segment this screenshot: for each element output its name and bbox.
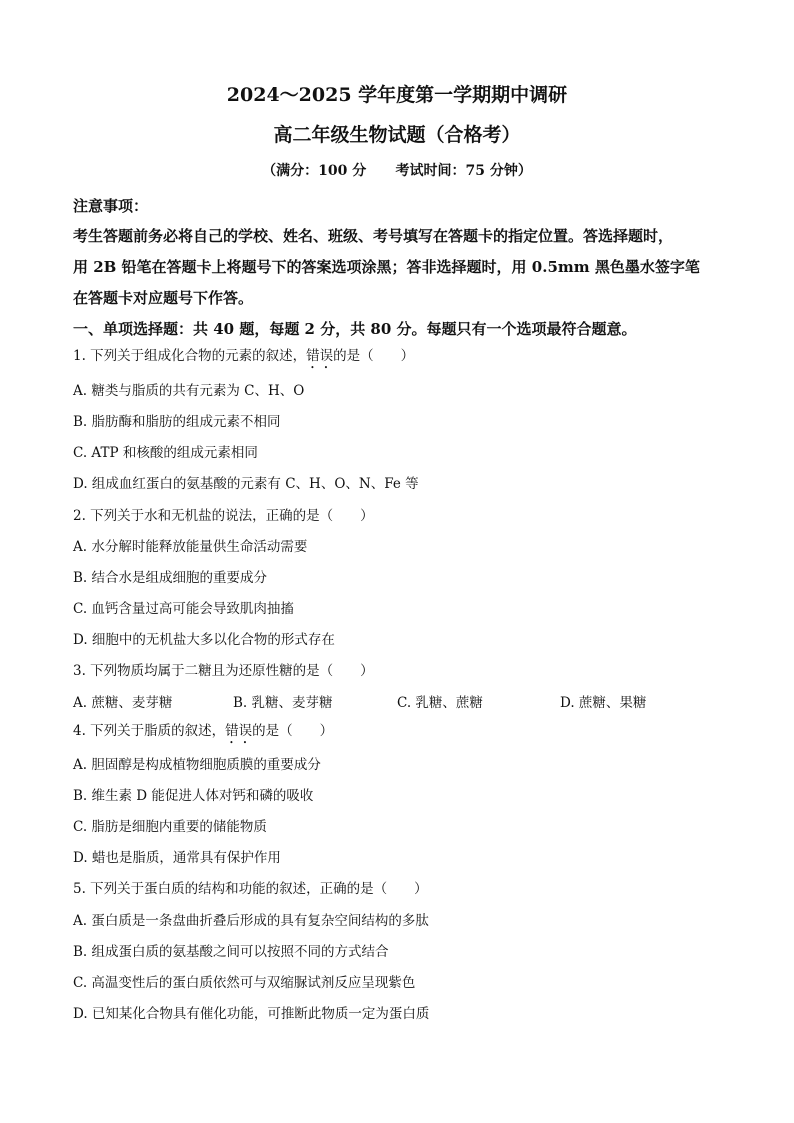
question-5-option-b: B. 组成蛋白质的氨基酸之间可以按照不同的方式结合 bbox=[73, 944, 389, 960]
emphasis-text: 错误 bbox=[306, 348, 334, 364]
question-3-option-c: C. 乳糖、蔗糖 bbox=[397, 695, 483, 711]
exam-subject-title: 高二年级生物试题（合格考） bbox=[273, 124, 521, 146]
question-4-option-b: B. 维生素 D 能促进人体对钙和磷的吸收 bbox=[73, 788, 314, 804]
question-4-option-a: A. 胆固醇是构成植物细胞质膜的重要成分 bbox=[73, 757, 321, 773]
question-4-option-c: C. 脂肪是细胞内重要的储能物质 bbox=[73, 819, 267, 835]
question-5-option-a: A. 蛋白质是一条盘曲折叠后形成的具有复杂空间结构的多肽 bbox=[73, 913, 429, 929]
question-5-option-d: D. 已知某化合物具有催化功能，可推断此物质一定为蛋白质 bbox=[73, 1006, 430, 1022]
question-1-option-c: C. ATP 和核酸的组成元素相同 bbox=[73, 445, 258, 461]
notice-line-2: 用 2B 铅笔在答题卡上将题号下的答案选项涂黑；答非选择题时，用 0.5mm 黑色墨水签字笔 bbox=[73, 258, 700, 276]
question-2-option-b: B. 结合水是组成细胞的重要成分 bbox=[73, 570, 268, 586]
question-2-option-d: D. 细胞中的无机盐大多以化合物的形式存在 bbox=[73, 632, 335, 648]
question-1-option-d: D. 组成血红蛋白的氨基酸的元素有 C、H、O、N、Fe 等 bbox=[73, 476, 419, 492]
question-3-option-d: D. 蔗糖、果糖 bbox=[560, 695, 647, 711]
question-stem-part: 的是（ ） bbox=[333, 348, 415, 364]
question-5-option-c: C. 高温变性后的蛋白质依然可与双缩脲试剂反应呈现紫色 bbox=[73, 975, 416, 991]
question-1-stem bbox=[73, 347, 723, 372]
section-heading: 一、单项选择题：共 40 题，每题 2 分，共 80 分。每题只有一个选项最符合题意。 bbox=[73, 320, 637, 338]
question-stem-part: 1. 下列关于组成化合物的元素的叙述， bbox=[73, 348, 307, 364]
exam-title: 2024～2025 学年度第一学期期中调研 bbox=[226, 84, 568, 106]
question-3-option-a: A. 蔗糖、麦芽糖 bbox=[73, 695, 173, 711]
question-5-stem: 5. 下列关于蛋白质的结构和功能的叙述，正确的是（ ） bbox=[73, 881, 428, 897]
question-3-option-b: B. 乳糖、麦芽糖 bbox=[233, 695, 333, 711]
question-3-options bbox=[73, 694, 723, 712]
question-4-option-d: D. 蜡也是脂质，通常具有保护作用 bbox=[73, 850, 281, 866]
question-1-option-a: A. 糖类与脂质的共有元素为 C、H、O bbox=[73, 383, 305, 399]
question-2-option-a: A. 水分解时能释放能量供生命活动需要 bbox=[73, 539, 308, 555]
notice-line-3: 在答题卡对应题号下作答。 bbox=[73, 289, 254, 307]
question-stem-part: 4. 下列关于脂质的叙述， bbox=[73, 723, 226, 739]
question-2-option-c: C. 血钙含量过高可能会导致肌肉抽搐 bbox=[73, 601, 294, 617]
notice-line-1: 考生答题前务必将自己的学校、姓名、班级、考号填写在答题卡的指定位置。答选择题时， bbox=[73, 227, 674, 245]
question-2-stem: 2. 下列关于水和无机盐的说法，正确的是（ ） bbox=[73, 508, 374, 524]
question-4-stem bbox=[73, 722, 723, 747]
emphasis-text: 错误 bbox=[225, 723, 253, 739]
exam-info: （满分：100 分 考试时间：75 分钟） bbox=[262, 163, 532, 179]
question-stem-part: 的是（ ） bbox=[252, 723, 334, 739]
question-1-option-b: B. 脂肪酶和脂肪的组成元素不相同 bbox=[73, 414, 281, 430]
question-3-stem: 3. 下列物质均属于二糖且为还原性糖的是（ ） bbox=[73, 663, 374, 679]
notice-heading: 注意事项： bbox=[73, 197, 149, 215]
